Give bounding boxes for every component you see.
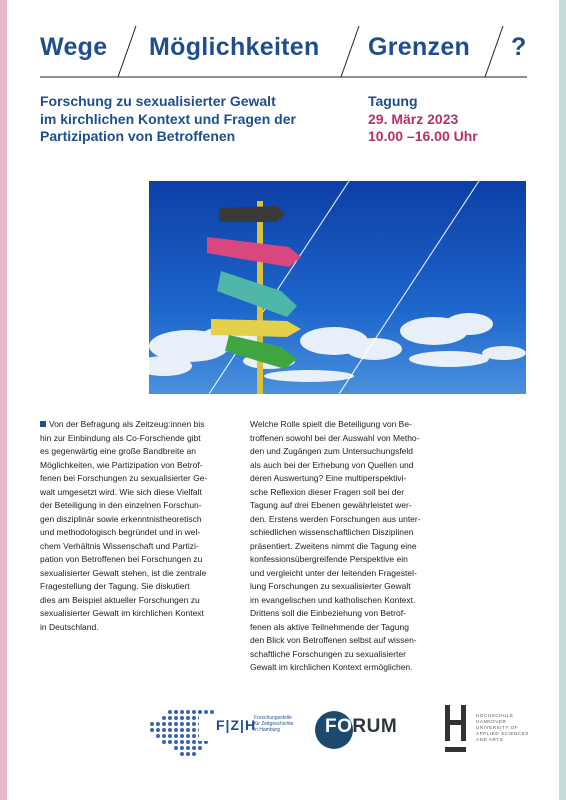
body-line: pation von Betroffenen bei Forschungen zu — [40, 554, 203, 564]
body-line: den. Erstens werden Forschungen aus unter- — [250, 513, 421, 524]
body-line: Drittens soll die Einbeziehung von Betrof- — [250, 608, 406, 618]
fzh-subtitle-line: Forschungsstelle — [254, 715, 292, 721]
body-line: troffenen sowohl bei der Auswahl von Metho- — [250, 432, 420, 443]
hochschule-line: APPLIED SCIENCES — [476, 731, 529, 736]
event-label: Tagung — [368, 93, 418, 109]
body-column-1 — [40, 418, 230, 634]
hochschule-line: AND ARTS — [476, 737, 504, 742]
event-info — [368, 93, 478, 146]
body-line: Welche Rolle spielt die Beteiligung von Be- — [250, 419, 412, 429]
hochschule-wordmark — [476, 713, 529, 743]
title-header — [0, 0, 566, 80]
logo-footer — [0, 700, 566, 760]
fzh-subtitle — [254, 715, 293, 733]
subtitle — [40, 93, 340, 146]
body-line: im evangelischen und katholischen Kontext. — [250, 594, 416, 605]
body-line: als auch bei der Erhebung von Quellen und — [250, 459, 414, 470]
body-line: es gegenwärtig eine große Bandbreite an — [40, 446, 196, 456]
event-date: 29. März 2023 — [368, 110, 459, 127]
fzh-subtitle-line: in Hamburg — [254, 727, 280, 733]
body-line — [40, 418, 230, 432]
subtitle-line: im kirchlichen Kontext und Fragen der — [40, 110, 296, 127]
body-line: chem Verhältnis Wissenschaft und Partizi- — [40, 540, 199, 551]
body-line: den Blick von Betroffenen selbst auf wissen- — [250, 635, 417, 645]
body-line: schiedlichen wissenschaftlichen Disziplinen — [250, 527, 414, 537]
body-line: und methodologisch begründet und in wel- — [40, 527, 201, 537]
body-line: den und Zugängen zum Untersuchungsfeld — [250, 446, 414, 456]
body-line: fenen als aktive Teilnehmende der Tagung — [250, 621, 409, 632]
body-line: Gewalt im kirchlichen Kontext ermöglichen. — [250, 662, 413, 672]
body-line: Möglichkeiten, wie Partizipation von Betrof- — [40, 459, 203, 470]
body-line: Fragestellung der Tagung. Sie diskutiert — [40, 581, 190, 591]
body-line: lung Forschungen zu sexualisierter Gewalt — [250, 581, 411, 591]
body-line: sche Reflexion dieser Fragen soll bei der — [250, 486, 405, 497]
body-column-2 — [250, 418, 440, 675]
body-line: konfessionsübergreifende Perspektive ein — [250, 554, 408, 564]
body-line: Tagung auf drei Ebenen gewährleistet wer- — [250, 500, 412, 510]
subtitle-line: Forschung zu sexualisierter Gewalt — [40, 93, 276, 109]
forum-letter-f: F — [325, 716, 338, 737]
body-line: und vergleicht unter der leitenden Fragestel- — [250, 567, 417, 578]
hochschule-line: UNIVERSITY OF — [476, 725, 519, 730]
event-time: 10.00 –16.00 Uhr — [368, 128, 478, 144]
left-edge-stripe — [0, 0, 7, 800]
title-question-mark: ? — [511, 33, 527, 61]
square-bullet-icon — [40, 421, 46, 427]
body-line: der Beteiligung in den einzelnen Forschun- — [40, 500, 202, 510]
fzh-subtitle-line: für Zeitgeschichte — [254, 721, 294, 727]
body-line: sexualisierter Gewalt stehen, ist die zentrale — [40, 567, 207, 578]
title-word-moeglichkeiten: Möglichkeiten — [149, 33, 320, 61]
signpost-illustration — [149, 181, 526, 394]
body-line: sexualisierter Gewalt im kirchlichen Kontext — [40, 608, 204, 618]
hochschule-line: HOCHSCHULE — [476, 713, 514, 718]
body-line: walt umgesetzt wird. Wie sich diese Vielfalt — [40, 486, 202, 497]
hochschule-h-logo-icon — [444, 705, 470, 753]
fzh-wordmark: F|Z|H — [216, 717, 257, 733]
hochschule-line: HANNOVER — [476, 719, 507, 724]
forum-letters-rum: RUM — [352, 716, 398, 737]
body-line: in Deutschland. — [40, 621, 99, 632]
forum-wordmark — [325, 716, 397, 738]
body-line-text: Von der Befragung als Zeitzeug:innen bis — [49, 419, 205, 429]
signpost-photo — [149, 181, 526, 394]
body-line: dies am Beispiel aktueller Forschungen zu — [40, 594, 200, 605]
forum-letter-o: O — [337, 716, 353, 737]
body-line: schaftliche Forschungen zu sexualisierter — [250, 648, 406, 659]
title-word-wege: Wege — [40, 33, 108, 61]
fzh-map-logo-icon — [146, 706, 216, 758]
body-line: fenen bei Forschungen zu sexualisierter Ge- — [40, 473, 208, 483]
body-line: präsentiert. Zweitens nimmt die Tagung eine — [250, 540, 417, 551]
right-edge-stripe — [559, 0, 566, 800]
body-line: deren Auswertung? Eine multiperspektivi- — [250, 473, 407, 483]
title-word-grenzen: Grenzen — [368, 33, 471, 61]
body-line: gen disziplinär sowie erkenntnistheoretisch — [40, 513, 202, 524]
body-line: hin zur Einbindung als Co-Forschende gibt — [40, 432, 201, 443]
subtitle-line: Partizipation von Betroffenen — [40, 128, 236, 144]
